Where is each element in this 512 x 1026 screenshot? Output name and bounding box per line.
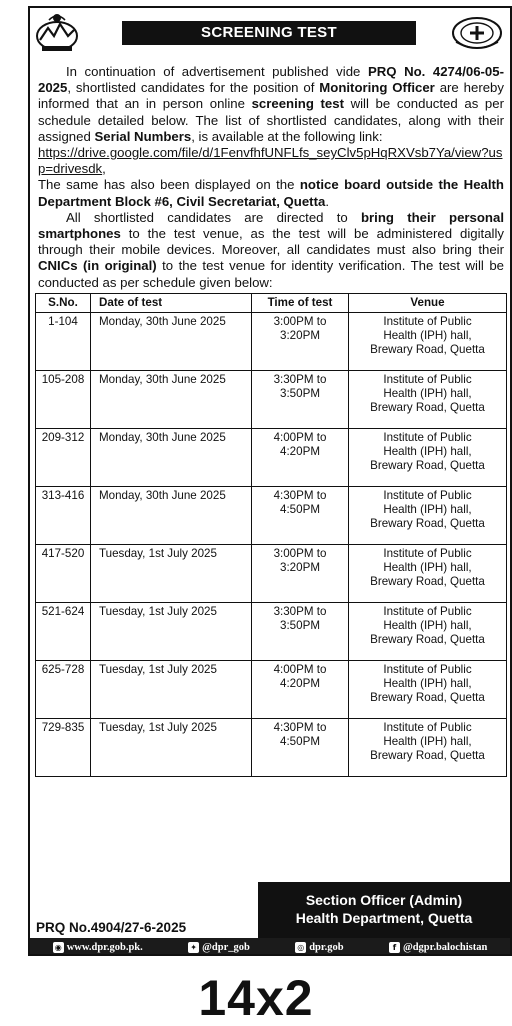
smartphone-requirement: bring their personal smartphones [38, 209, 504, 242]
venue-line: Brewary Road, Quetta [370, 458, 485, 472]
table-row [36, 718, 507, 776]
venue-line: Health (IPH) hall, [383, 676, 472, 690]
table-cell [91, 486, 252, 544]
serial-range: 313-416 [41, 488, 85, 502]
table-cell [349, 544, 507, 602]
table-cell [349, 718, 507, 776]
balochistan-emblem-icon [34, 10, 80, 54]
health-department-logo-icon [450, 14, 504, 52]
social-instagram[interactable] [295, 942, 343, 953]
table-cell [252, 718, 349, 776]
schedule-table-body [36, 312, 507, 776]
advertisement-frame [28, 6, 512, 956]
page-title: SCREENING TEST [122, 21, 416, 45]
table-cell [91, 312, 252, 370]
instructions-paragraph [38, 210, 504, 291]
table-cell [252, 370, 349, 428]
notice-board-paragraph [38, 177, 504, 209]
table-cell [36, 602, 91, 660]
table-cell [252, 660, 349, 718]
test-date: Tuesday, 1st July 2025 [99, 720, 217, 734]
venue-line: Health (IPH) hall, [383, 502, 472, 516]
test-date: Tuesday, 1st July 2025 [99, 546, 217, 560]
time-start: 4:00PM to [273, 430, 327, 444]
social-facebook[interactable] [389, 942, 487, 953]
venue-line: Health (IPH) hall, [383, 386, 472, 400]
text-segment: to the test venue, as the test will be administered digitally through their mobile devices. Moreover, all candidates must also bring their [38, 226, 504, 258]
column-header: Date of test [91, 293, 252, 312]
table-row [36, 428, 507, 486]
table-cell [349, 602, 507, 660]
test-date: Monday, 30th June 2025 [99, 488, 226, 502]
table-row [36, 660, 507, 718]
table-cell [252, 312, 349, 370]
serial-range: 729-835 [41, 720, 85, 734]
table-cell [349, 312, 507, 370]
table-cell [91, 602, 252, 660]
social-website[interactable] [53, 942, 143, 953]
table-row [36, 370, 507, 428]
time-end: 3:50PM [280, 618, 320, 632]
intro-paragraph [38, 64, 504, 145]
position-name: Monitoring Officer [319, 80, 435, 96]
serial-range: 1-104 [48, 314, 78, 328]
instagram-icon: ◎ [295, 942, 306, 953]
test-date: Tuesday, 1st July 2025 [99, 662, 217, 676]
venue-line: Health (IPH) hall, [383, 444, 472, 458]
table-row [36, 544, 507, 602]
text-segment: , [102, 161, 106, 177]
text-segment: . [325, 193, 329, 209]
venue-line: Brewary Road, Quetta [370, 400, 485, 414]
table-cell [349, 370, 507, 428]
test-date: Monday, 30th June 2025 [99, 314, 226, 328]
test-date: Tuesday, 1st July 2025 [99, 604, 217, 618]
table-cell [349, 660, 507, 718]
table-cell [36, 718, 91, 776]
table-row [36, 312, 507, 370]
table-cell [36, 544, 91, 602]
table-cell [36, 428, 91, 486]
time-start: 3:00PM to [273, 314, 327, 328]
venue-line: Institute of Public [383, 720, 472, 734]
table-cell [36, 486, 91, 544]
text-segment: In continuation of advertisement published vide [66, 64, 368, 79]
facebook-icon: f [389, 942, 400, 953]
column-header: S.No. [36, 293, 91, 312]
time-start: 3:00PM to [273, 546, 327, 560]
website-text: www.dpr.gob.pk. [66, 941, 143, 953]
officer-title: Section Officer (Admin) [305, 892, 463, 908]
venue-line: Brewary Road, Quetta [370, 748, 485, 762]
prq-number: PRQ No.4904/27-6-2025 [36, 920, 187, 935]
link-paragraph [38, 145, 504, 177]
table-cell [252, 544, 349, 602]
screening-test-text: screening test [251, 96, 344, 112]
venue-line: Institute of Public [383, 372, 472, 386]
venue-line: Institute of Public [383, 662, 472, 676]
social-twitter[interactable] [188, 942, 250, 953]
venue-line: Brewary Road, Quetta [370, 690, 485, 704]
venue-line: Brewary Road, Quetta [370, 516, 485, 530]
time-end: 3:20PM [280, 328, 320, 342]
venue-line: Health (IPH) hall, [383, 618, 472, 632]
serial-range: 625-728 [41, 662, 85, 676]
cnic-requirement: CNICs (in original) [38, 258, 157, 274]
time-start: 4:00PM to [273, 662, 327, 676]
header [30, 8, 510, 56]
time-end: 4:50PM [280, 502, 320, 516]
footer [30, 878, 510, 942]
venue-line: Health (IPH) hall, [383, 734, 472, 748]
venue-line: Institute of Public [383, 546, 472, 560]
time-end: 4:50PM [280, 734, 320, 748]
time-start: 4:30PM to [273, 488, 327, 502]
table-cell [252, 428, 349, 486]
time-start: 4:30PM to [273, 720, 327, 734]
text-segment: are hereby informed that an in person online [38, 80, 504, 112]
notice-board-location: notice board outside the Health Department Block #6, Civil Secretariat, Quetta [38, 177, 504, 209]
venue-line: Brewary Road, Quetta [370, 632, 485, 646]
test-date: Monday, 30th June 2025 [99, 372, 226, 386]
time-end: 3:50PM [280, 386, 320, 400]
table-header-row [36, 293, 507, 312]
time-start: 3:30PM to [273, 604, 327, 618]
venue-line: Institute of Public [383, 430, 472, 444]
table-row [36, 602, 507, 660]
text-segment: , is available at the following link: [191, 128, 383, 144]
table-cell [252, 486, 349, 544]
table-cell [91, 718, 252, 776]
venue-line: Brewary Road, Quetta [370, 574, 485, 588]
department-name: Health Department, Quetta [295, 910, 473, 926]
text-segment: , shortlisted candidates for the position of [67, 80, 320, 96]
globe-icon: ◉ [53, 942, 64, 953]
facebook-handle: @dgpr.balochistan [402, 941, 488, 953]
table-row [36, 486, 507, 544]
venue-line: Brewary Road, Quetta [370, 342, 485, 356]
time-end: 3:20PM [280, 560, 320, 574]
table-cell [36, 370, 91, 428]
column-header: Venue [349, 293, 507, 312]
table-cell [349, 428, 507, 486]
table-cell [91, 428, 252, 486]
time-end: 4:20PM [280, 676, 320, 690]
text-segment: The same has also been displayed on the [38, 177, 300, 193]
venue-line: Health (IPH) hall, [383, 560, 472, 574]
venue-line: Institute of Public [383, 314, 472, 328]
twitter-handle: @dpr_gob [202, 941, 250, 953]
time-end: 4:20PM [280, 444, 320, 458]
text-segment: will be conducted as per schedule detailed below. The list of shortlisted candidates, along with their assigned [38, 96, 504, 144]
test-date: Monday, 30th June 2025 [99, 430, 226, 444]
text-segment: to the test venue for identity verification. The test will be conducted as per schedule given below: [38, 258, 504, 290]
text-segment: All shortlisted candidates are directed to [66, 209, 361, 225]
serial-numbers-text: Serial Numbers [94, 128, 192, 144]
table-cell [91, 544, 252, 602]
instagram-handle: dpr.gob [309, 941, 344, 953]
ad-size-label: 14x2 [198, 970, 314, 1026]
time-start: 3:30PM to [273, 372, 327, 386]
table-cell [91, 370, 252, 428]
table-cell [349, 486, 507, 544]
venue-line: Institute of Public [383, 604, 472, 618]
serial-range: 417-520 [41, 546, 85, 560]
serial-range: 105-208 [41, 372, 85, 386]
column-header: Time of test [252, 293, 349, 312]
serial-range: 521-624 [41, 604, 85, 618]
serial-range: 209-312 [41, 430, 85, 444]
signatory-box [258, 882, 510, 938]
schedule-table [35, 293, 507, 777]
candidate-list-link[interactable]: https://drive.google.com/file/d/1FenvfhfUNFLfs_seyClv5pHqRXVsb7Ya/view?usp=drivesdk [38, 145, 503, 177]
venue-line: Institute of Public [383, 488, 472, 502]
notice-body [30, 64, 510, 291]
table-cell [36, 660, 91, 718]
prq-reference: PRQ No. 4274/06-05-2025 [38, 64, 504, 96]
table-cell [36, 312, 91, 370]
twitter-icon: ✦ [188, 942, 199, 953]
venue-line: Health (IPH) hall, [383, 328, 472, 342]
table-cell [91, 660, 252, 718]
social-bar [30, 938, 510, 956]
table-cell [252, 602, 349, 660]
